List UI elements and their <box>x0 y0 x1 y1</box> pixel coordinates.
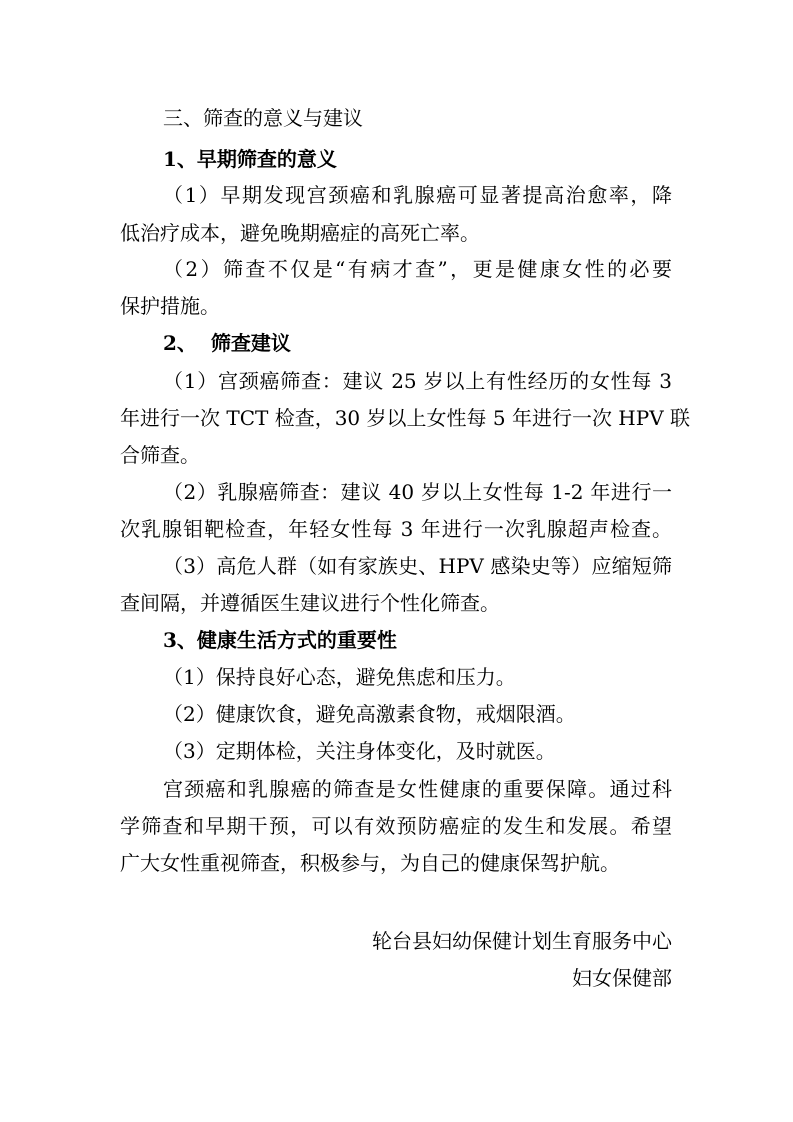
signature-department: 妇女保健部 <box>572 966 672 990</box>
subheading-screening-advice: 2、 筛查建议 <box>163 331 291 355</box>
paragraph-line: 年进行一次 TCT 检查，30 岁以上女性每 5 年进行一次 HPV 联 <box>120 406 690 430</box>
paragraph-line: 查间隔，并遵循医生建议进行个性化筛查。 <box>120 591 500 615</box>
list-item: （2）健康饮食，避免高激素食物，戒烟限酒。 <box>163 702 576 726</box>
list-item: （3）定期体检，关注身体变化，及时就医。 <box>163 739 556 763</box>
paragraph-line: （1）宫颈癌筛查：建议 25 岁以上有性经历的女性每 3 <box>163 369 672 393</box>
paragraph-line: （2）乳腺癌筛查：建议 40 岁以上女性每 1-2 年进行一 <box>163 480 672 504</box>
paragraph-line: 次乳腺钼靶检查，年轻女性每 3 年进行一次乳腺超声检查。 <box>120 517 672 541</box>
signature-organization: 轮台县妇幼保健计划生育服务中心 <box>372 929 672 953</box>
list-item: （1）保持良好心态，避免焦虑和压力。 <box>163 665 516 689</box>
section-title: 三、筛查的意义与建议 <box>163 106 363 130</box>
paragraph-line: （3）高危人群（如有家族史、HPV 感染史等）应缩短筛 <box>163 554 672 578</box>
paragraph-line: （2）筛查不仅是“有病才查”，更是健康女性的必要 <box>163 257 672 281</box>
conclusion-line: 广大女性重视筛查，积极参与，为自己的健康保驾护航。 <box>120 851 620 875</box>
conclusion-line: 宫颈癌和乳腺癌的筛查是女性健康的重要保障。通过科 <box>163 777 672 801</box>
paragraph-line: 合筛查。 <box>120 443 200 467</box>
conclusion-line: 学筛查和早期干预，可以有效预防癌症的发生和发展。希望 <box>120 814 672 838</box>
paragraph-line: 保护措施。 <box>120 294 220 318</box>
paragraph-line: （1）早期发现宫颈癌和乳腺癌可显著提高治愈率，降 <box>163 183 672 207</box>
subheading-early-screening: 1、早期筛查的意义 <box>163 147 337 171</box>
paragraph-line: 低治疗成本，避免晚期癌症的高死亡率。 <box>120 221 480 245</box>
subheading-healthy-lifestyle: 3、健康生活方式的重要性 <box>163 628 397 652</box>
